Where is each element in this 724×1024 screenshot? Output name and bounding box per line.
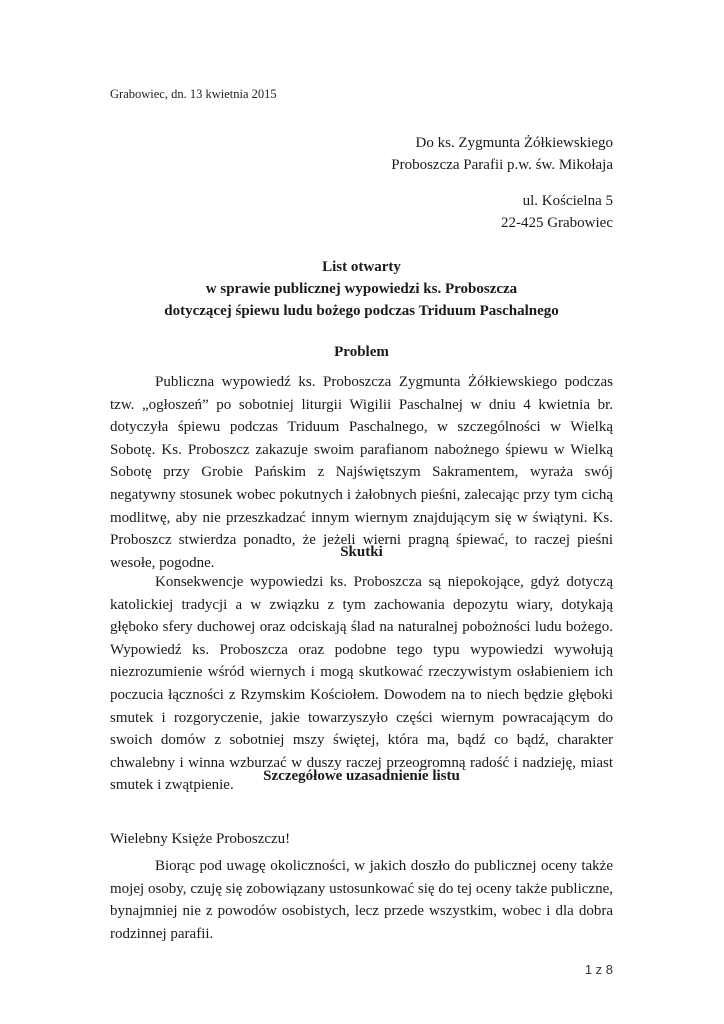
title-line-3: dotyczącej śpiewu ludu bożego podczas Triduum Paschalnego — [164, 303, 559, 319]
page-number: 1 z 8 — [584, 962, 613, 977]
addressee-block — [391, 132, 613, 234]
section-text-uzasadnienie: Biorąc pod uwagę okoliczności, w jakich doszło do publicznej oceny także mojej osoby, czuję się zobowiązany ustosunkować się do tej oceny także publiczne, bynajmniej nie z powodów osobistych, lecz przede wszystkim, wobec i dla dobra rodzinnej parafii. — [110, 858, 613, 942]
section-heading-skutki: Skutki — [340, 544, 383, 560]
letter-title — [110, 256, 613, 322]
section-heading-uzasadnienie: Szczegółowe uzasadnienie listu — [263, 768, 460, 784]
addressee-city: 22-425 Grabowiec — [500, 215, 613, 231]
section-heading-problem: Problem — [334, 344, 389, 360]
section-text-problem: Publiczna wypowiedź ks. Proboszcza Zygmunta Żółkiewskiego podczas tzw. „ogłoszeń” po sobotniej liturgii Wigilii Paschalnej w dniu 4 kwietnia br. dotyczyła śpiewu podczas Triduum Paschalnego, w szczególności w Wielką Sobotę. Ks. Proboszcz zakazuje swoim parafianom nabożnego śpiewu w Wielką Sobotę przy Grobie Pańskim z Najświętszym Sakramentem, wyraża swój negatywny stosunek wobec pokutnych i żałobnych pieśni, zalecając przy tym cichą modlitwę, aby nie przeszkadzać innym wiernym znajdującym się w świątyni. Ks. Proboszcz stwierdza ponadto, że jeżeli wierni pragną śpiewać, to raczej pieśni wesołe, pogodne. — [110, 374, 613, 571]
section-text-skutki: Konsekwencje wypowiedzi ks. Proboszcza są niepokojące, gdyż dotyczą katolickiej tradycji a w związku z tym zachowania depozytu wiary, dotykają głęboko sfery duchowej oraz odciskają ślad na naturalnej pobożności ludu bożego. Wypowiedź ks. Proboszcza oraz podobne tego typu wypowiedzi wywołują niezrozumienie wśród wiernych i mogą skutkować rzeczywistym osłabieniem ich poczucia łączności z Rzymskim Kościołem. Dowodem na to niech będzie głęboki smutek i rozgoryczenie, jakie towarzyszyło części wiernym powracającym do swoich domów z sobotniej mszy świętej, która ma, bądź co bądź, charakter chwalebny i winna wzburzać w duszy raczej przeogromną radość i nadzieję, miast smutek i zwątpienie. — [110, 574, 613, 794]
greeting: Wielebny Księże Proboszczu! — [110, 831, 291, 847]
addressee-title: Proboszcza Parafii p.w. św. Mikołaja — [391, 157, 613, 173]
addressee-name: Do ks. Zygmunta Żółkiewskiego — [415, 135, 613, 151]
title-line-2: w sprawie publicznej wypowiedzi ks. Proboszcza — [205, 281, 518, 297]
place-date: Grabowiec, dn. 13 kwietnia 2015 — [110, 87, 277, 101]
addressee-street: ul. Kościelna 5 — [522, 193, 613, 209]
title-line-1: List otwarty — [322, 259, 401, 275]
